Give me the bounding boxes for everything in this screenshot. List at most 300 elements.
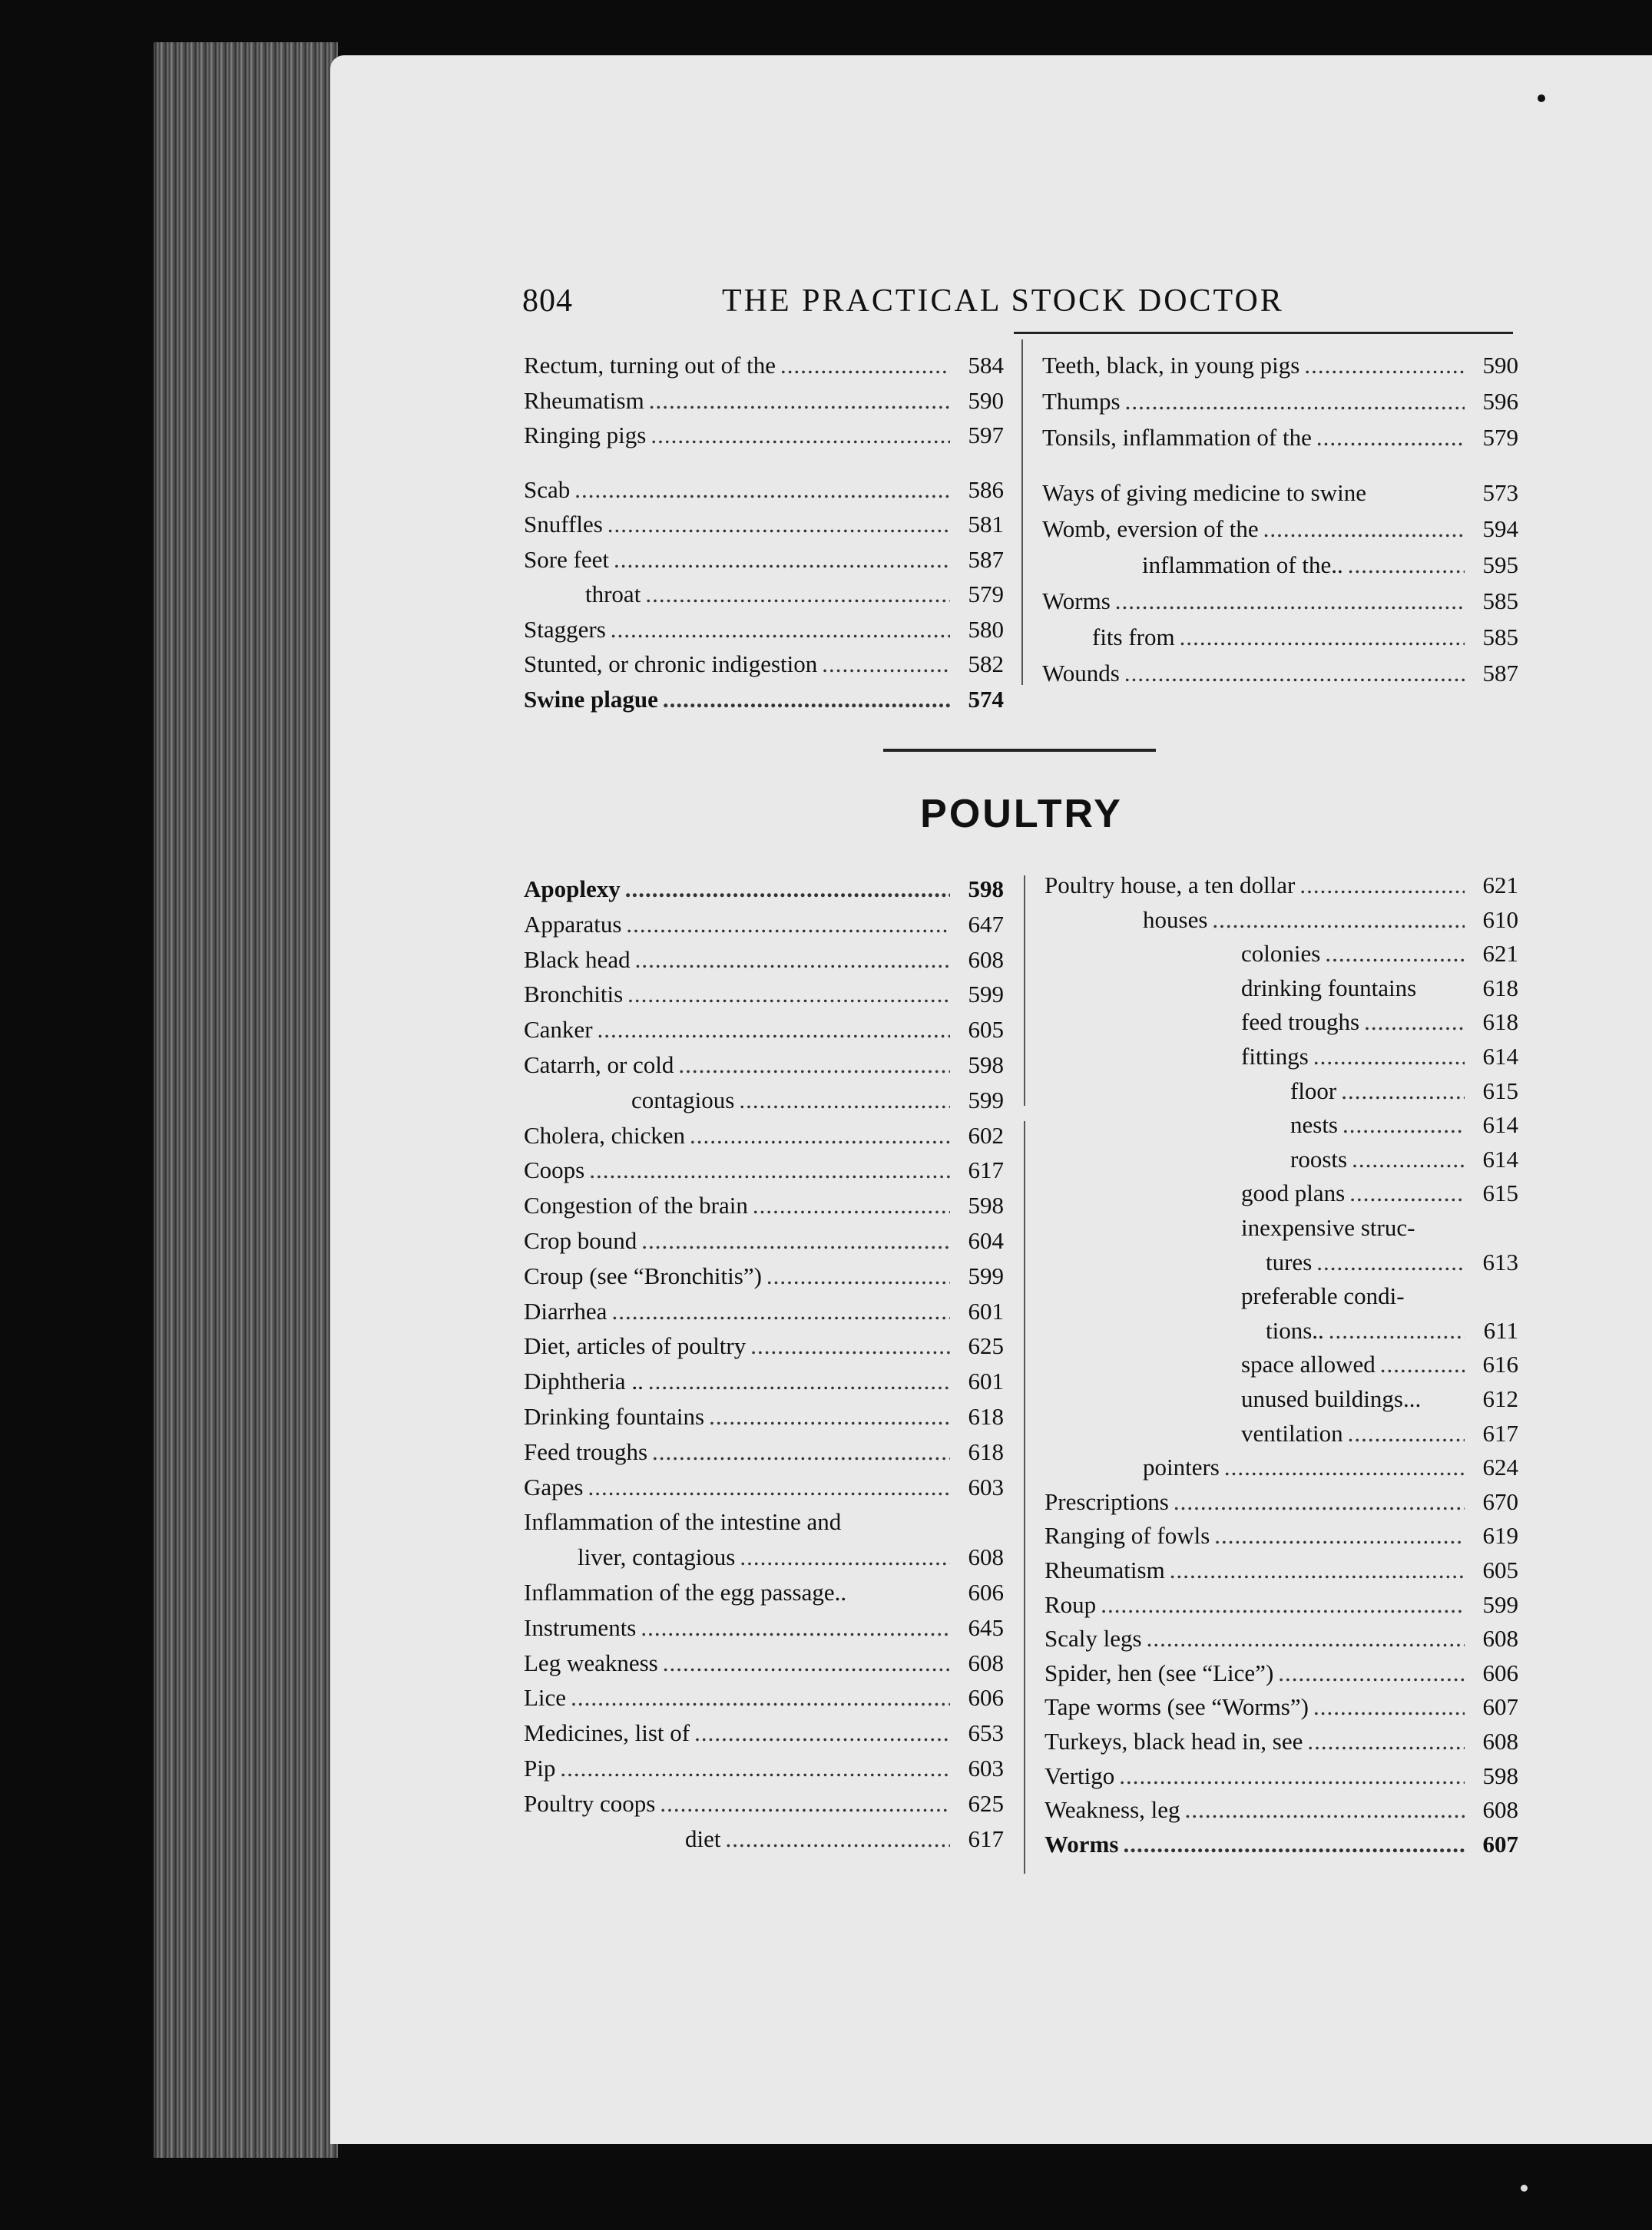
leader-dots — [663, 686, 950, 713]
index-entry-label: Instruments — [524, 1613, 637, 1641]
index-entry-page: 615 — [1482, 1077, 1518, 1104]
index-entry-page: 597 — [968, 422, 1004, 448]
leader-dots — [1325, 940, 1465, 968]
index-entry-label: fits from — [1092, 624, 1175, 650]
index-entry-label: Womb, eversion of the — [1042, 515, 1259, 542]
leader-dots — [1299, 872, 1465, 899]
index-entry — [524, 546, 1004, 580]
leader-dots — [1119, 1762, 1465, 1790]
leader-dots — [740, 1543, 950, 1571]
index-entry-label: Ranging of fowls — [1045, 1522, 1210, 1550]
leader-dots — [571, 1684, 950, 1712]
index-entry-page: 594 — [1482, 515, 1518, 542]
leader-dots — [1180, 624, 1465, 651]
index-entry-label: roosts — [1290, 1145, 1348, 1173]
index-entry-label: tures — [1266, 1248, 1313, 1275]
leader-dots — [709, 1403, 950, 1431]
index-entry — [1266, 1249, 1518, 1282]
page-header — [522, 276, 1513, 323]
section-heading: POULTRY — [920, 792, 1123, 836]
index-entry — [524, 352, 1004, 385]
index-entry — [524, 686, 1004, 720]
index-entry — [1045, 1728, 1518, 1762]
leader-dots — [1224, 1454, 1465, 1481]
leader-dots — [1263, 515, 1465, 543]
leader-dots — [611, 1298, 950, 1325]
index-entry-label: Vertigo — [1045, 1762, 1115, 1789]
section-separator-rule — [883, 749, 1156, 752]
leader-dots — [1278, 1659, 1465, 1687]
index-entry-label: preferable condi- — [1241, 1282, 1405, 1310]
leader-dots — [598, 1016, 950, 1044]
index-entry — [1045, 1522, 1518, 1556]
index-entry-label: Scaly legs — [1045, 1625, 1142, 1653]
index-entry-label: pointers — [1143, 1454, 1220, 1481]
index-entry-label: Canker — [524, 1016, 593, 1044]
leader-dots — [1348, 551, 1465, 579]
index-entry-page: 618 — [968, 1438, 1004, 1465]
index-entry-page: 608 — [968, 1543, 1004, 1571]
index-entry — [524, 1508, 1004, 1542]
index-entry — [1045, 1693, 1518, 1727]
index-entry-page: 653 — [968, 1719, 1004, 1747]
index-entry-page: 608 — [1482, 1625, 1518, 1653]
index-entry-label: space allowed — [1241, 1351, 1376, 1378]
index-entry-label: Snuffles — [524, 511, 603, 538]
index-entry-page: 586 — [968, 475, 1004, 503]
index-entry-label: floor — [1290, 1077, 1337, 1104]
index-entry-label: Ringing pigs — [524, 422, 647, 448]
index-entry — [1241, 1214, 1518, 1248]
index-entry-page: 610 — [1482, 905, 1518, 933]
index-entry — [1045, 1557, 1518, 1590]
index-entry — [524, 1368, 1004, 1401]
leader-dots — [1329, 1317, 1465, 1345]
book-spine-edge — [154, 42, 338, 2158]
index-entry-label: Wounds — [1042, 660, 1120, 687]
index-entry — [1042, 479, 1518, 513]
leader-dots — [694, 1719, 950, 1747]
index-entry — [1045, 1831, 1518, 1864]
index-entry — [1045, 1659, 1518, 1693]
leader-dots — [726, 1825, 951, 1853]
index-entry-page: 621 — [1482, 940, 1518, 968]
leader-dots — [660, 1790, 950, 1818]
index-entry — [524, 1156, 1004, 1190]
leader-dots — [1342, 1111, 1465, 1139]
index-entry-label: Sore feet — [524, 545, 610, 573]
leader-dots — [822, 650, 950, 678]
index-entry-label: Turkeys, black head in, see — [1045, 1728, 1303, 1755]
index-entry — [1241, 1385, 1518, 1419]
leader-dots — [1124, 660, 1465, 687]
index-entry-page: 599 — [968, 1086, 1004, 1113]
index-entry-page: 590 — [968, 386, 1004, 414]
leader-dots — [625, 875, 950, 903]
index-entry-label: Coops — [524, 1156, 585, 1184]
index-entry — [1241, 940, 1518, 974]
index-entry-label: Poultry coops — [524, 1789, 656, 1817]
index-entry-page: 599 — [968, 981, 1004, 1008]
index-entry-page: 579 — [968, 581, 1004, 607]
index-entry-page: 614 — [1482, 1111, 1518, 1139]
index-entry-label: drinking fountains — [1241, 974, 1417, 1001]
leader-dots — [1174, 1488, 1465, 1516]
index-entry-page: 608 — [968, 945, 1004, 973]
index-entry-label: Poultry house, a ten dollar — [1045, 872, 1296, 898]
index-entry — [524, 1474, 1004, 1507]
index-entry — [631, 1087, 1004, 1120]
page-number: 804 — [522, 283, 573, 319]
index-entry-label: Spider, hen (see “Lice”) — [1045, 1659, 1274, 1686]
leader-dots — [641, 1614, 950, 1642]
index-entry — [524, 1192, 1004, 1226]
index-entry-label: inexpensive struc- — [1241, 1214, 1415, 1241]
index-entry-page: 611 — [1483, 1316, 1518, 1344]
leader-dots — [627, 981, 950, 1008]
leader-dots — [1170, 1557, 1465, 1584]
index-entry-label: Teeth, black, in young pigs — [1042, 352, 1300, 379]
index-entry-page: 574 — [968, 685, 1004, 713]
index-entry-label: Weakness, leg — [1045, 1796, 1180, 1824]
index-entry-page: 579 — [1482, 424, 1518, 451]
index-entry-page: 582 — [968, 650, 1004, 677]
leader-dots — [753, 1192, 950, 1219]
leader-dots — [626, 911, 950, 938]
index-entry-page: 613 — [1482, 1248, 1518, 1275]
index-entry-page: 601 — [968, 1297, 1004, 1325]
index-entry-label: unused buildings... — [1241, 1385, 1422, 1412]
index-entry-label: Inflammation of the egg passage.. — [524, 1579, 847, 1606]
leader-dots — [1348, 1420, 1465, 1448]
index-entry-page: 606 — [968, 1579, 1004, 1606]
index-entry — [1266, 1317, 1518, 1351]
leader-dots — [1352, 1146, 1465, 1173]
index-entry-page: 612 — [1482, 1385, 1518, 1412]
leader-dots — [1185, 1796, 1465, 1824]
index-entry-page: 598 — [968, 1192, 1004, 1219]
index-entry — [524, 1298, 1004, 1332]
index-entry-page: 617 — [968, 1156, 1004, 1184]
speck — [1538, 94, 1545, 102]
index-entry-page: 596 — [1482, 388, 1518, 415]
index-entry — [1092, 624, 1518, 657]
index-entry — [524, 1262, 1004, 1296]
index-entry-page: 647 — [968, 910, 1004, 938]
index-entry — [1290, 1111, 1518, 1145]
index-entry-label: Worms — [1042, 587, 1111, 614]
index-entry — [1241, 974, 1518, 1008]
index-entry — [524, 981, 1004, 1014]
leader-dots — [1304, 352, 1465, 379]
index-entry-label: contagious — [631, 1086, 735, 1113]
index-entry-label: Prescriptions — [1045, 1487, 1169, 1515]
index-entry-label: liver, contagious — [578, 1543, 736, 1571]
index-entry — [524, 387, 1004, 421]
index-entry-page: 599 — [1482, 1590, 1518, 1618]
index-entry — [524, 1719, 1004, 1753]
index-entry — [1045, 1796, 1518, 1830]
index-entry — [524, 422, 1004, 455]
column-divider — [1021, 339, 1023, 685]
index-entry — [524, 1122, 1004, 1156]
leader-dots — [1212, 906, 1465, 934]
index-entry-label: Catarrh, or cold — [524, 1051, 674, 1078]
index-entry-label: colonies — [1241, 940, 1321, 968]
index-entry — [524, 616, 1004, 650]
leader-dots — [1307, 1728, 1465, 1755]
index-entry-page: 584 — [968, 352, 1004, 379]
leader-dots — [739, 1087, 950, 1114]
index-entry — [685, 1825, 1004, 1859]
index-entry — [1042, 424, 1518, 458]
speck — [1521, 2185, 1528, 2192]
index-entry-label: Worms — [1045, 1830, 1119, 1858]
index-entry-page: 618 — [1482, 974, 1518, 1001]
index-entry-label: Lice — [524, 1684, 567, 1712]
index-entry-page: 585 — [1482, 587, 1518, 614]
index-entry — [1045, 1591, 1518, 1625]
index-entry — [1241, 1351, 1518, 1385]
index-entry-label: Congestion of the brain — [524, 1192, 748, 1219]
index-entry-page: 619 — [1482, 1522, 1518, 1550]
index-entry-label: tions.. — [1266, 1316, 1324, 1344]
index-entry-page: 618 — [1482, 1008, 1518, 1036]
leader-dots — [607, 511, 950, 538]
index-entry — [1042, 352, 1518, 385]
index-entry-page: 585 — [1482, 624, 1518, 650]
index-entry — [524, 511, 1004, 544]
running-title: THE PRACTICAL STOCK DOCTOR — [722, 283, 1284, 319]
index-entry-page: 614 — [1482, 1043, 1518, 1070]
index-entry — [1042, 660, 1518, 693]
index-entry — [1290, 1077, 1518, 1111]
index-entry-page: 598 — [1482, 1762, 1518, 1789]
index-entry-page: 605 — [968, 1016, 1004, 1044]
index-entry-label: diet — [685, 1825, 721, 1852]
index-entry-label: Roup — [1045, 1590, 1097, 1618]
index-entry-label: Rheumatism — [1045, 1557, 1165, 1583]
index-entry-label: Thumps — [1042, 388, 1121, 415]
leader-dots — [1313, 1043, 1465, 1070]
index-entry — [524, 1016, 1004, 1050]
index-entry-label: fittings — [1241, 1043, 1309, 1070]
leader-dots — [1316, 1249, 1465, 1276]
index-entry-label: Diphtheria .. — [524, 1368, 644, 1395]
index-entry-label: Black head — [524, 945, 631, 973]
index-entry — [524, 1332, 1004, 1366]
index-entry-page: 614 — [1482, 1145, 1518, 1173]
leader-dots — [1214, 1522, 1465, 1550]
leader-dots — [588, 1474, 950, 1501]
leader-dots — [1316, 424, 1465, 452]
index-entry — [524, 1438, 1004, 1472]
index-entry-page: 605 — [1482, 1557, 1518, 1583]
index-entry-label: houses — [1143, 905, 1208, 933]
leader-dots — [648, 1368, 950, 1395]
index-entry-label: Stunted, or chronic indigestion — [524, 650, 818, 677]
index-entry-label: Tonsils, inflammation of the — [1042, 424, 1312, 451]
index-entry — [524, 1227, 1004, 1261]
index-entry-label: Medicines, list of — [524, 1719, 690, 1747]
leader-dots — [1147, 1625, 1465, 1653]
index-entry — [1143, 1454, 1518, 1487]
index-entry-label: Pip — [524, 1755, 556, 1782]
index-entry — [524, 911, 1004, 945]
index-entry-label: Cholera, chicken — [524, 1121, 686, 1149]
index-entry — [1241, 1420, 1518, 1454]
leader-dots — [611, 616, 950, 644]
index-entry-page: 607 — [1482, 1830, 1518, 1858]
index-entry — [578, 1543, 1004, 1577]
index-entry-page: 616 — [1482, 1351, 1518, 1378]
column-divider — [1024, 875, 1025, 1106]
index-entry — [1290, 1146, 1518, 1180]
leader-dots — [1313, 1693, 1465, 1721]
index-entry-label: Rheumatism — [524, 386, 644, 414]
leader-dots — [663, 1649, 950, 1677]
index-entry — [1241, 1008, 1518, 1042]
leader-dots — [780, 352, 950, 379]
index-entry-page: 598 — [968, 875, 1004, 902]
index-entry-page: 606 — [1482, 1659, 1518, 1686]
leader-dots — [614, 546, 950, 574]
leader-dots — [651, 422, 950, 449]
index-entry-page: 645 — [968, 1613, 1004, 1641]
index-entry — [524, 946, 1004, 980]
leader-dots — [645, 581, 950, 608]
index-entry — [524, 650, 1004, 684]
index-entry — [524, 1755, 1004, 1788]
index-entry — [1241, 1043, 1518, 1077]
index-entry-label: ventilation — [1241, 1419, 1343, 1447]
leader-dots — [1349, 1180, 1465, 1207]
index-entry-page: 621 — [1482, 872, 1518, 898]
index-entry-label: Croup (see “Bronchitis”) — [524, 1262, 762, 1289]
leader-dots — [766, 1262, 950, 1290]
index-entry-page: 670 — [1482, 1487, 1518, 1515]
index-entry-page: 590 — [1482, 352, 1518, 379]
index-entry-label: Ways of giving medicine to swine — [1042, 479, 1366, 506]
index-entry-label: feed troughs — [1241, 1008, 1360, 1036]
index-entry-page: 595 — [1482, 551, 1518, 578]
index-entry-page: 624 — [1482, 1454, 1518, 1481]
index-entry-page: 615 — [1482, 1180, 1518, 1207]
index-entry-page: 617 — [968, 1825, 1004, 1852]
index-entry-label: Apoplexy — [524, 875, 621, 902]
header-rule — [1014, 332, 1513, 334]
index-entry-label: Drinking fountains — [524, 1403, 705, 1430]
index-entry-label: Diarrhea — [524, 1297, 607, 1325]
index-entry — [524, 1649, 1004, 1683]
leader-dots — [649, 387, 950, 415]
index-entry-label: Feed troughs — [524, 1438, 648, 1465]
leader-dots — [1123, 1831, 1465, 1858]
leader-dots — [641, 1227, 950, 1255]
index-entry-page: 573 — [1482, 479, 1518, 506]
leader-dots — [574, 476, 950, 504]
index-entry-label: Bronchitis — [524, 981, 624, 1008]
index-entry-page: 580 — [968, 615, 1004, 643]
index-entry — [524, 1614, 1004, 1648]
index-entry-label: Crop bound — [524, 1227, 637, 1254]
index-entry-page: 601 — [968, 1368, 1004, 1395]
index-entry — [1045, 872, 1518, 905]
leader-dots — [678, 1051, 950, 1079]
leader-dots — [1125, 388, 1465, 415]
index-entry-page: 598 — [968, 1051, 1004, 1078]
index-entry-label: good plans — [1241, 1180, 1346, 1207]
index-entry-page: 608 — [968, 1649, 1004, 1676]
column-divider — [1024, 1121, 1025, 1874]
index-entry — [524, 1051, 1004, 1085]
index-entry-label: Gapes — [524, 1473, 584, 1500]
index-entry-label: Rectum, turning out of the — [524, 352, 776, 379]
index-entry-page: 603 — [968, 1755, 1004, 1782]
index-entry-page: 608 — [1482, 1796, 1518, 1824]
index-entry — [524, 1403, 1004, 1437]
index-entry-label: Staggers — [524, 615, 606, 643]
index-entry — [524, 1579, 1004, 1613]
index-entry-page: 625 — [968, 1332, 1004, 1360]
leader-dots — [1115, 587, 1465, 615]
index-entry-page: 607 — [1482, 1693, 1518, 1721]
index-entry-page: 608 — [1482, 1728, 1518, 1755]
index-entry-page: 602 — [968, 1121, 1004, 1149]
leader-dots — [690, 1122, 950, 1150]
index-entry-label: Scab — [524, 475, 571, 503]
index-entry-label: Tape worms (see “Worms”) — [1045, 1693, 1309, 1721]
index-entry — [1142, 551, 1518, 585]
index-entry — [585, 581, 1004, 614]
index-entry-label: throat — [585, 581, 641, 607]
index-entry — [1241, 1180, 1518, 1213]
index-entry-page: 618 — [968, 1403, 1004, 1430]
index-entry — [1045, 1625, 1518, 1659]
index-entry-label: Diet, articles of poultry — [524, 1332, 747, 1360]
leader-dots — [1341, 1077, 1465, 1105]
index-entry — [524, 1684, 1004, 1718]
index-entry — [524, 875, 1004, 909]
index-entry — [1042, 587, 1518, 621]
index-entry — [1241, 1282, 1518, 1316]
index-entry-label: nests — [1290, 1111, 1338, 1139]
leader-dots — [1364, 1008, 1465, 1036]
index-entry-page: 617 — [1482, 1419, 1518, 1447]
index-entry-label: Swine plague — [524, 685, 658, 713]
index-entry — [524, 476, 1004, 510]
leader-dots — [589, 1156, 950, 1184]
leader-dots — [635, 946, 950, 974]
index-entry-page: 625 — [968, 1789, 1004, 1817]
index-entry-label: Apparatus — [524, 910, 622, 938]
index-entry-page: 604 — [968, 1227, 1004, 1254]
leader-dots — [750, 1332, 950, 1360]
index-entry-page: 587 — [1482, 660, 1518, 687]
index-entry-label: inflammation of the.. — [1142, 551, 1343, 578]
index-entry-label: Inflammation of the intestine and — [524, 1508, 842, 1536]
index-entry-page: 606 — [968, 1684, 1004, 1712]
leader-dots — [560, 1755, 950, 1782]
index-entry — [1045, 1762, 1518, 1796]
index-entry-page: 599 — [968, 1262, 1004, 1289]
leader-dots — [1101, 1591, 1465, 1619]
index-entry — [524, 1790, 1004, 1824]
index-entry-page: 581 — [968, 511, 1004, 538]
index-entry-label: Leg weakness — [524, 1649, 658, 1676]
index-entry — [1045, 1488, 1518, 1522]
leader-dots — [652, 1438, 950, 1466]
